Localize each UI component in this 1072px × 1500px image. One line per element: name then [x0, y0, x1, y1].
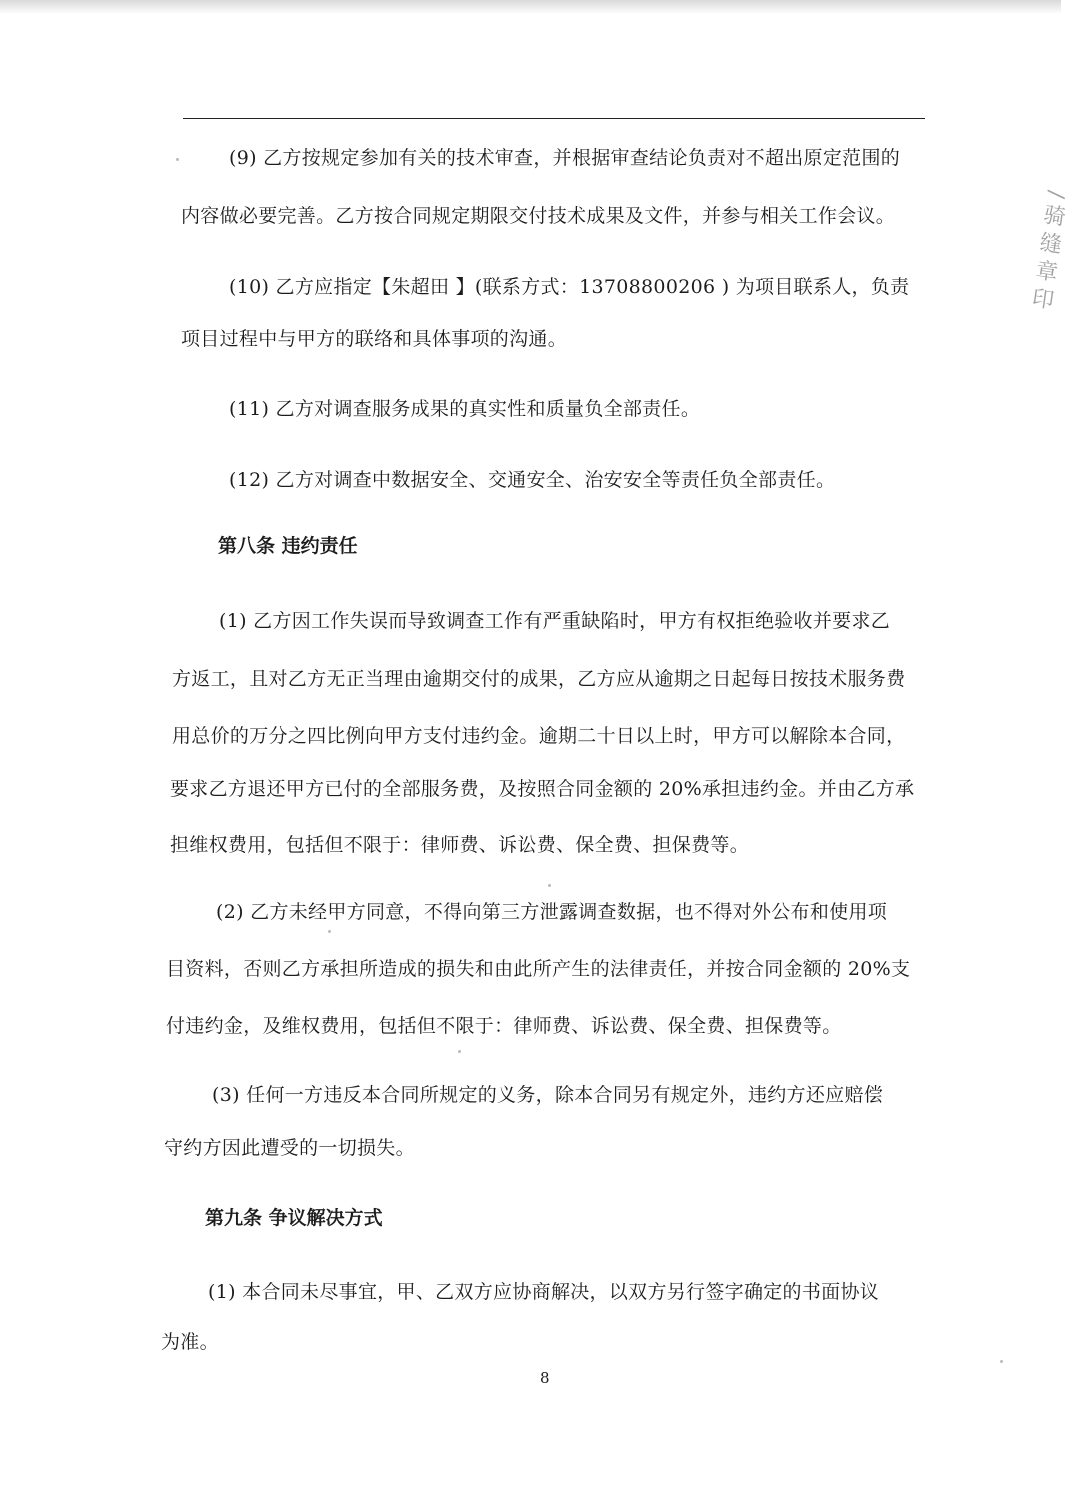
seam-seal-stamp: [1026, 188, 1069, 420]
scan-speck: [548, 884, 551, 887]
article-8-item-1-line-3: 用总价的万分之四比例向甲方支付违约金。逾期二十日以上时，甲方可以解除本合同，: [172, 725, 906, 747]
page-number: 8: [540, 1369, 550, 1387]
seal-stamp-text: /骑缝章印: [1026, 188, 1069, 317]
article-8-item-2-line-2: 目资料，否则乙方承担所造成的损失和由此所产生的法律责任，并按合同金额的 20%支: [166, 958, 911, 980]
clause-12: (12) 乙方对调查中数据安全、交通安全、治安安全等责任负全部责任。: [229, 469, 836, 491]
article-9-item-1-line-1: (1) 本合同未尽事宜，甲、乙双方应协商解决，以双方另行签字确定的书面协议: [208, 1281, 880, 1303]
scan-speck: [1000, 1360, 1003, 1363]
clause-11: (11) 乙方对调查服务成果的真实性和质量负全部责任。: [229, 398, 701, 420]
article-8-item-1-line-5: 担维权费用，包括但不限于：律师费、诉讼费、保全费、担保费等。: [170, 834, 750, 856]
article-8-item-1-line-2: 方返工，且对乙方无正当理由逾期交付的成果，乙方应从逾期之日起每日按技术服务费: [172, 668, 906, 690]
clause-9-line-1: (9) 乙方按规定参加有关的技术审查，并根据审查结论负责对不超出原定范围的: [229, 147, 901, 169]
scan-shadow: [0, 0, 1061, 14]
article-8-item-2-line-3: 付违约金，及维权费用，包括但不限于：律师费、诉讼费、保全费、担保费等。: [166, 1015, 842, 1037]
clause-9-line-2: 内容做必要完善。乙方按合同规定期限交付技术成果及文件，并参与相关工作会议。: [181, 205, 896, 227]
article-9-heading: 第九条 争议解决方式: [205, 1207, 383, 1229]
article-8-item-2-line-1: (2) 乙方未经甲方同意，不得向第三方泄露调查数据，也不得对外公布和使用项: [216, 901, 888, 923]
article-9-item-1-line-2: 为准。: [161, 1331, 219, 1353]
article-8-item-3-line-1: (3) 任何一方违反本合同所规定的义务，除本合同另有规定外，违约方还应赔偿: [212, 1084, 884, 1106]
article-8-item-1-line-1: (1) 乙方因工作失误而导致调查工作有严重缺陷时，甲方有权拒绝验收并要求乙: [219, 610, 891, 632]
article-8-item-3-line-2: 守约方因此遭受的一切损失。: [164, 1137, 415, 1159]
clause-10-line-2: 项目过程中与甲方的联络和具体事项的沟通。: [181, 328, 568, 350]
scan-speck: [176, 158, 179, 161]
article-8-item-1-line-4: 要求乙方退还甲方已付的全部服务费，及按照合同金额的 20%承担违约金。并由乙方承: [170, 778, 915, 800]
clause-10-line-1: (10) 乙方应指定【朱超田 】(联系方式：13708800206 ) 为项目联系人，负责: [229, 276, 910, 298]
scan-speck: [328, 930, 331, 933]
article-8-heading: 第八条 违约责任: [218, 535, 358, 557]
scan-speck: [458, 1050, 461, 1053]
header-rule: [183, 118, 925, 119]
